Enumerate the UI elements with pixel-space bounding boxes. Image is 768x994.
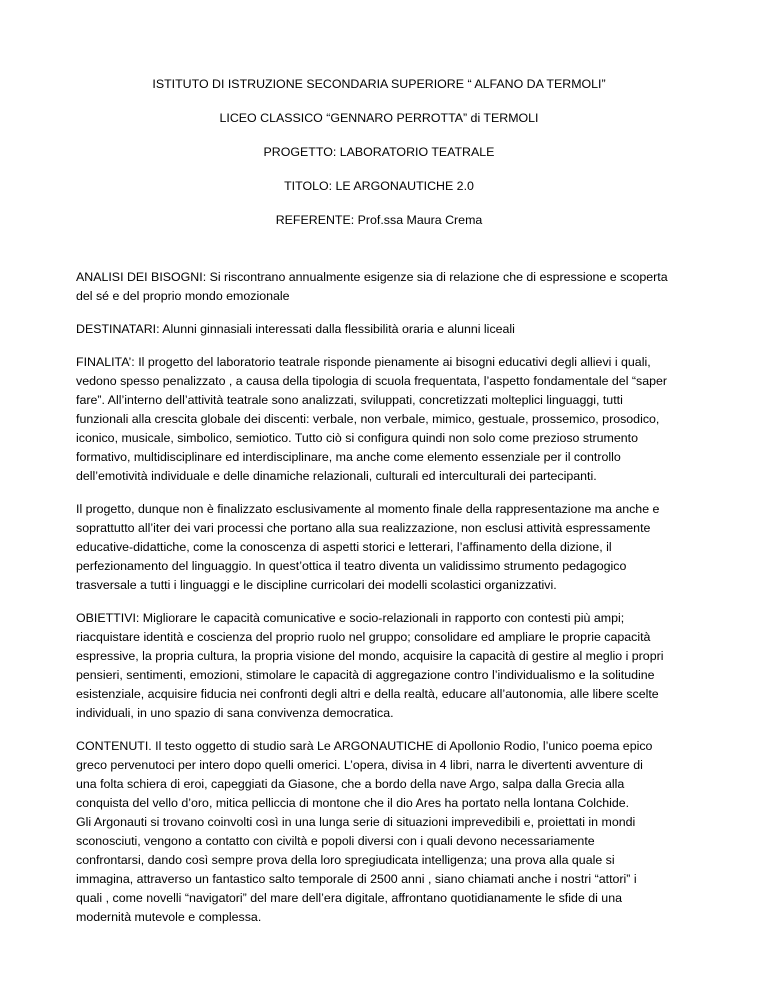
project-referent: REFERENTE: Prof.ssa Maura Crema: [275, 213, 483, 227]
text-line: esistenziale, acquisire fiducia nei confronti degli altri e della realtà, educare all’autonomia, alle libere scelte: [76, 687, 659, 701]
document-header: [76, 75, 682, 230]
text-line: espressive, la propria cultura, la propria visione del mondo, acquisire la capacità di gestire al meglio i propri: [76, 649, 664, 663]
project-title: TITOLO: LE ARGONAUTICHE 2.0: [284, 179, 474, 193]
section-finalita: [76, 353, 682, 486]
text-line: greco pervenutoci per intero dopo quelli omerici. L’opera, divisa in 4 libri, narra le divertenti avventure di: [76, 758, 643, 772]
text-line: fare”. All’interno dell’attività teatrale sono analizzati, sviluppati, concretizzati molteplici linguaggi, tutti: [76, 393, 623, 407]
text-line: soprattutto all’iter dei vari processi che portano alla sua realizzazione, non esclusi attività espressamente: [76, 521, 651, 535]
section-progetto: [76, 500, 682, 595]
text-line: vedono spesso penalizzato , a causa della tipologia di scuola frequentata, l’aspetto fondamentale del “saper: [76, 374, 668, 388]
liceo-name: LICEO CLASSICO “GENNARO PERROTTA” di TERMOLI: [219, 111, 539, 125]
section-analisi: [76, 268, 682, 306]
section-contenuti: [76, 737, 682, 927]
text-line: formativo, multidisciplinare ed interdisciplinare, ma anche come elemento essenziale per il controllo: [76, 450, 621, 464]
text-line: riacquistare identità e coscienza del proprio ruolo nel gruppo; consolidare ed ampliare le proprie capacità: [76, 630, 651, 644]
section-obiettivi: [76, 609, 682, 723]
text-line: trasversale a tutti i linguaggi e le discipline curricolari dei modelli scolastici organizzativi.: [76, 578, 557, 592]
text-line: ANALISI DEI BISOGNI: Si riscontrano annualmente esigenze sia di relazione che di espressione e scoperta: [76, 270, 668, 284]
text-line: conquista del vello d’oro, mitica pelliccia di montone che il dio Ares ha portato nella lontana Colchide.: [76, 796, 630, 810]
text-line: funzionali alla crescita globale dei discenti: verbale, non verbale, mimico, gestuale, prossemico, prosodico,: [76, 412, 660, 426]
text-line: perfezionamento del linguaggio. In quest’ottica il teatro diventa un validissimo strumento pedagogico: [76, 559, 627, 573]
text-line: educative-didattiche, come la conoscenza di aspetti storici e letterari, l’affinamento della dizione, il: [76, 540, 612, 554]
text-line: pensieri, sentimenti, emozioni, stimolare le capacità di aggregazione contro l’individualismo e la solitudine: [76, 668, 655, 682]
text-line: una folta schiera di eroi, capeggiati da Giasone, che a bordo della nave Argo, salpa dalla Grecia alla: [76, 777, 625, 791]
text-line: del sé e del proprio mondo emozionale: [76, 289, 290, 303]
text-line: OBIETTIVI: Migliorare le capacità comunicative e socio-relazionali in rapporto con contesti più ampi;: [76, 611, 625, 625]
text-line: CONTENUTI. Il testo oggetto di studio sarà Le ARGONAUTICHE di Apollonio Rodio, l’unico poema epico: [76, 739, 653, 753]
project-name: PROGETTO: LABORATORIO TEATRALE: [263, 145, 495, 159]
text-line: modernità mutevole e complessa.: [76, 910, 262, 924]
section-destinatari: [76, 320, 682, 339]
text-line: FINALITA’: Il progetto del laboratorio teatrale risponde pienamente ai bisogni educativi degli allievi i quali,: [76, 355, 651, 369]
text-line: immagina, attraverso un fantastico salto temporale di 2500 anni , siano chiamati anche i nostri “attori” i: [76, 872, 637, 886]
text-line: DESTINATARI: Alunni ginnasiali interessati dalla flessibilità oraria e alunni liceali: [76, 322, 515, 336]
text-line: Il progetto, dunque non è finalizzato esclusivamente al momento finale della rappresentazione ma anche e: [76, 502, 660, 516]
text-line: dell’emotività individuale e delle dinamiche relazionali, culturali ed interculturali dei partecipanti.: [76, 469, 597, 483]
text-line: iconico, musicale, simbolico, semiotico. Tutto ciò si configura quindi non solo come prezioso strumento: [76, 431, 638, 445]
text-line: confrontarsi, dando così sempre prova della loro spregiudicata intelligenza; una prova alla quale si: [76, 853, 615, 867]
text-line: Gli Argonauti si trovano coinvolti così in una lunga serie di situazioni imprevedibili e, proiettati in mondi: [76, 815, 636, 829]
text-line: sconosciuti, vengono a contatto con civiltà e popoli diversi con i quali devono necessariamente: [76, 834, 595, 848]
text-line: individuali, in uno spazio di sana convivenza democratica.: [76, 706, 394, 720]
text-line: quali , come novelli “navigatori” del mare dell’era digitale, affrontano quotidianamente le sfide di una: [76, 891, 622, 905]
school-name: ISTITUTO DI ISTRUZIONE SECONDARIA SUPERIORE “ ALFANO DA TERMOLI”: [152, 77, 606, 91]
